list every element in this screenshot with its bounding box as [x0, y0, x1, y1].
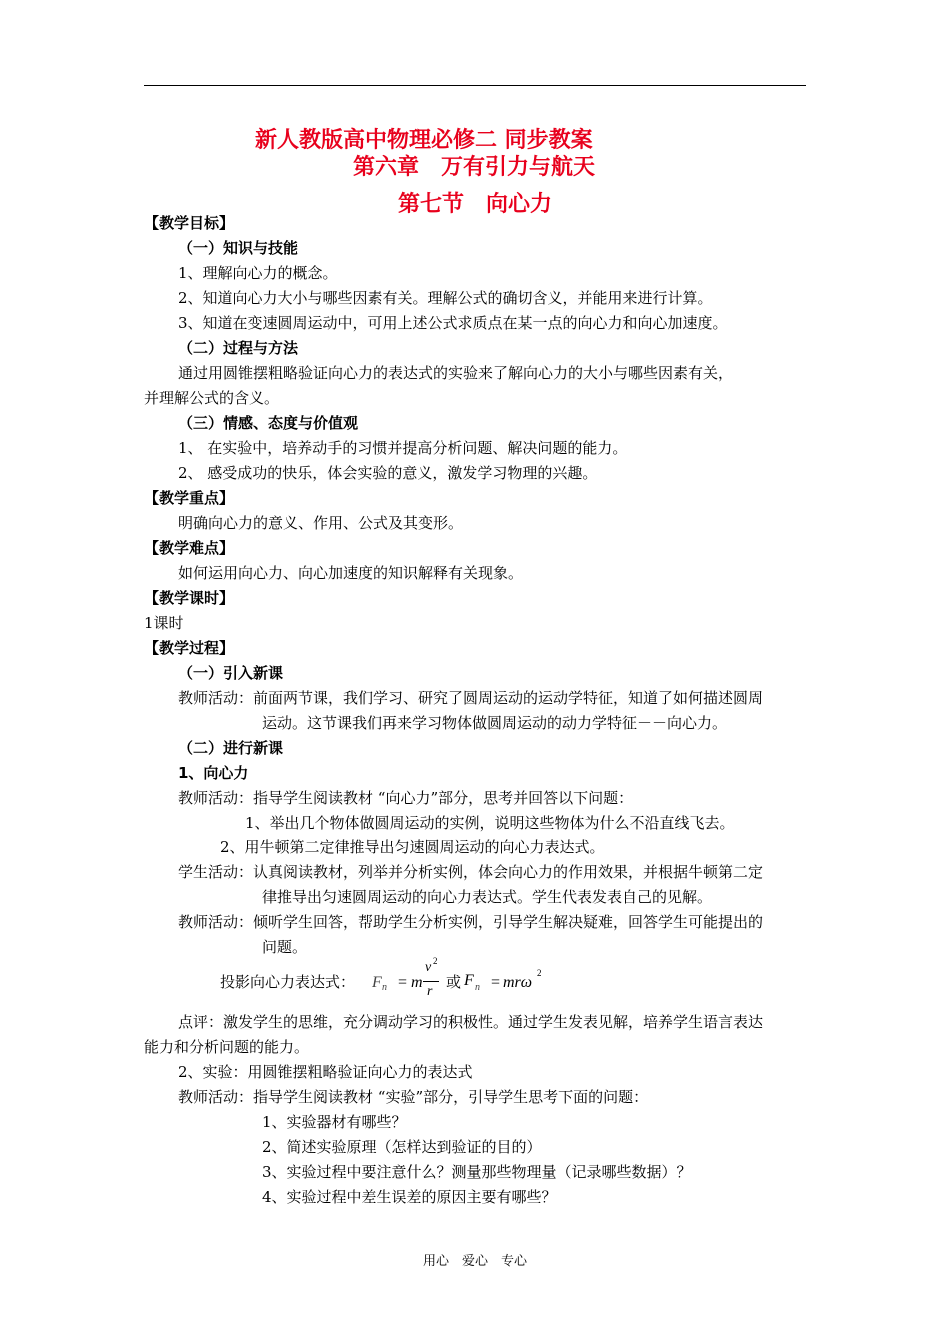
formula-rhs-exp: 2: [537, 968, 542, 978]
teacher-activity-2a: 教师活动：倾听学生回答，帮助学生分析实例，引导学生解决疑难，回答学生可能提出的: [178, 913, 764, 931]
exp-question-1: 1、实验器材有哪些？: [262, 1113, 407, 1131]
formula-numerator: v: [425, 960, 432, 975]
question-2: 2、用牛顿第二定律推导出匀速圆周运动的向心力表达式。: [220, 838, 605, 856]
exp-question-4: 4、实验过程中差生误差的原因主要有哪些？: [262, 1188, 557, 1206]
objective-1: 1、理解向心力的概念。: [178, 264, 338, 282]
difficulties-text: 如何运用向心力、向心加速度的知识解释有关现象。: [178, 564, 524, 582]
process-text-1: 通过用圆锥摆粗略验证向心力的表达式的实验来了解向心力的大小与哪些因素有关，: [178, 364, 734, 382]
centripetal-force-formula: [220, 956, 580, 1010]
formula-rhs: mrω: [503, 974, 533, 991]
page-footer: 用心 爱心 专心: [422, 1254, 527, 1269]
doc-title: 新人教版高中物理必修二 同步教案: [255, 128, 593, 153]
objective-2: 2、知道向心力大小与哪些因素有关。理解公式的确切含义，并能用来进行计算。: [178, 289, 713, 307]
formula-fraction-bar: [423, 981, 439, 982]
formula-sub2: n: [475, 982, 480, 993]
section-title: 第七节 向心力: [398, 192, 553, 217]
formula-eq2: =: [491, 974, 501, 991]
header-rule: [144, 85, 806, 86]
formula-f1: F: [372, 974, 382, 991]
intro-text-2: 运动。这节课我们再来学习物体做圆周运动的动力学特征－－向心力。: [262, 714, 728, 732]
formula-sub1: n: [382, 982, 387, 993]
values-1: 1、 在实验中，培养动手的习惯并提高分析问题、解决问题的能力。: [178, 439, 628, 457]
formula-f2: F: [464, 972, 474, 989]
objective-3: 3、知道在变速圆周运动中，可用上述公式求质点在某一点的向心力和向心加速度。: [178, 314, 728, 332]
subheading-process: （二）过程与方法: [178, 339, 299, 357]
intro-text-1: 教师活动：前面两节课，我们学习、研究了圆周运动的运动学特征，知道了如何描述圆周: [178, 689, 764, 707]
values-2: 2、 感受成功的快乐，体会实验的意义，激发学习物理的兴趣。: [178, 464, 598, 482]
heading-key-points: 【教学重点】: [144, 489, 235, 507]
formula-eq1: =: [398, 974, 408, 991]
teacher-activity-3: 教师活动：指导学生阅读教材 “实验”部分，引导学生思考下面的问题：: [178, 1088, 649, 1106]
class-hours-text: 1课时: [144, 614, 184, 632]
subheading-new-lesson: （二）进行新课: [178, 739, 284, 757]
formula-denominator: r: [427, 984, 433, 999]
formula-label: 投影向心力表达式：: [220, 973, 356, 991]
subheading-intro: （一）引入新课: [178, 664, 284, 682]
exp-question-3: 3、实验过程中要注意什么？测量那些物理量（记录哪些数据）？: [262, 1163, 692, 1181]
teacher-activity-2b: 问题。: [262, 938, 308, 956]
question-1: 1、举出几个物体做圆周运动的实例，说明这些物体为什么不沿直线飞去。: [245, 814, 735, 832]
heading-difficulties: 【教学难点】: [144, 539, 235, 557]
subheading-knowledge: （一）知识与技能: [178, 239, 299, 257]
key-points-text: 明确向心力的意义、作用、公式及其变形。: [178, 514, 464, 532]
heading-process: 【教学过程】: [144, 639, 235, 657]
experiment-title: 2、实验：用圆锥摆粗略验证向心力的表达式: [178, 1063, 473, 1081]
exp-question-2: 2、简述实验原理（怎样达到验证的目的）: [262, 1138, 542, 1156]
process-text-2: 并理解公式的含义。: [144, 389, 280, 407]
student-activity-2: 律推导出匀速圆周运动的向心力表达式。学生代表发表自己的见解。: [262, 888, 713, 906]
student-activity-1: 学生活动：认真阅读教材，列举并分析实例，体会向心力的作用效果，并根据牛顿第二定: [178, 863, 764, 881]
formula-or: 或: [446, 973, 462, 991]
formula-m: m: [411, 974, 423, 991]
heading-class-hours: 【教学课时】: [144, 589, 235, 607]
heading-objectives: 【教学目标】: [144, 214, 235, 232]
comment-2: 能力和分析问题的能力。: [144, 1038, 310, 1056]
comment-1: 点评：激发学生的思维，充分调动学习的积极性。通过学生发表见解，培养学生语言表达: [178, 1013, 764, 1031]
formula-numerator-exp: 2: [433, 956, 438, 966]
teacher-activity-1: 教师活动：指导学生阅读教材 “向心力”部分，思考并回答以下问题：: [178, 789, 634, 807]
subheading-values: （三）情感、态度与价值观: [178, 414, 359, 432]
chapter-title: 第六章 万有引力与航天: [353, 155, 596, 180]
subheading-centripetal: 1、向心力: [178, 764, 249, 782]
